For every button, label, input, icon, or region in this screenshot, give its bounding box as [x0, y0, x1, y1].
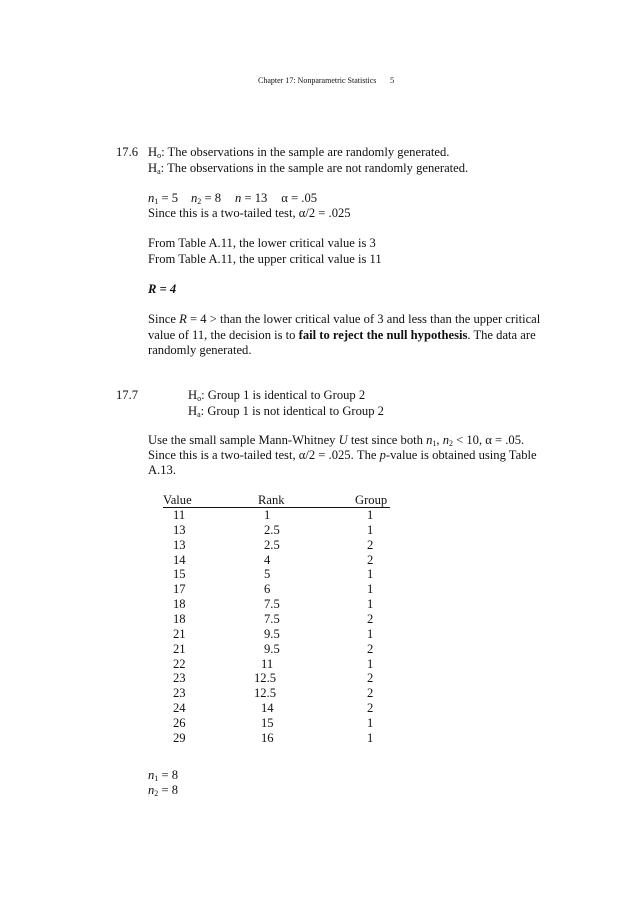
cell-group: 1 — [367, 567, 374, 582]
cell-rank: 16 — [261, 730, 274, 745]
cell-rank: 12.5 — [254, 671, 277, 686]
col-header-group: Group — [355, 493, 388, 507]
cell-value: 24 — [173, 701, 186, 716]
sample-sizes-17-6: $n_1 = 5$ $n_2 = 8$ n = 13 α = .05 — [148, 191, 318, 206]
null-hypothesis-17-7: $H_o$: Group 1 is identical to Group 2 — [188, 388, 366, 403]
cell-group: 1 — [367, 508, 374, 522]
cell-group: 2 — [367, 671, 374, 686]
cell-group: 1 — [367, 582, 374, 597]
col-header-value: Value — [163, 493, 192, 507]
n1-summary-17-7: $n_1 = 8$ — [148, 768, 178, 783]
cell-rank: 2.5 — [264, 537, 280, 552]
cell-value: 23 — [173, 671, 186, 686]
cell-rank: 15 — [261, 715, 274, 730]
cell-group: 2 — [367, 611, 374, 626]
cell-rank: 2.5 — [264, 522, 280, 537]
cell-rank: 1 — [264, 508, 271, 522]
cell-group: 1 — [367, 730, 374, 745]
cell-rank: 4 — [264, 552, 271, 567]
cell-group: 2 — [367, 701, 374, 716]
cell-value: 13 — [173, 537, 186, 552]
cell-rank: 9.5 — [264, 641, 280, 656]
col-header-rank: Rank — [258, 493, 285, 507]
alt-hypothesis-17-6: $H_a$: The observations in the sample are not randomly generated. — [148, 161, 469, 176]
cell-value: 26 — [173, 715, 186, 730]
cell-value: 17 — [173, 582, 186, 597]
cell-group: 2 — [367, 641, 374, 656]
cell-rank: 14 — [261, 701, 274, 716]
cell-rank: 6 — [264, 582, 271, 597]
cell-value: 29 — [173, 730, 186, 745]
header-rule — [163, 507, 390, 508]
cell-value: 22 — [173, 656, 186, 671]
cell-group: 1 — [367, 597, 374, 612]
n2-summary-17-7: $n_2 = 8$ — [148, 783, 178, 798]
cell-value: 18 — [173, 611, 186, 626]
table-ref-17-7: A.13. — [148, 463, 176, 477]
cell-value: 21 — [173, 626, 186, 641]
cell-group: 1 — [367, 522, 374, 537]
problem-number-17-6: 17.6 — [116, 145, 139, 159]
cell-rank: 11 — [261, 656, 274, 671]
cell-rank: 7.5 — [264, 611, 280, 626]
decision-line-2-17-6: value of 11, the decision is to fail to reject the null hypothesis. The data are — [148, 328, 536, 342]
running-header: Chapter 17: Nonparametric Statistics — [258, 76, 377, 85]
cell-group: 1 — [367, 715, 374, 730]
cell-value: 13 — [173, 522, 186, 537]
cell-group: 1 — [367, 656, 374, 671]
decision-line-1-17-6: Since R = 4 > than the lower critical value of 3 and less than the upper critical — [148, 312, 541, 326]
cell-rank: 5 — [264, 567, 271, 582]
cell-group: 2 — [367, 552, 374, 567]
cell-value: 23 — [173, 686, 186, 701]
cell-value: 18 — [173, 597, 186, 612]
cell-value: 11 — [173, 508, 186, 522]
upper-critical-17-6: From Table A.11, the upper critical value is 11 — [148, 252, 382, 266]
page-number: 5 — [390, 75, 395, 85]
cell-group: 1 — [367, 626, 374, 641]
problem-number-17-7: 17.7 — [116, 388, 139, 402]
cell-rank: 12.5 — [254, 686, 277, 701]
null-hypothesis-17-6: $H_o$: The observations in the sample are randomly generated. — [148, 145, 450, 160]
alt-hypothesis-17-7: $H_a$: Group 1 is not identical to Group 2 — [188, 404, 384, 419]
decision-line-3-17-6: randomly generated. — [148, 343, 252, 357]
test-choice-17-7: Use the small sample Mann-Whitney U test since both $n_1$, $n_2 < 10$, α = .05. — [148, 433, 525, 448]
two-tailed-note-17-7: Since this is a two-tailed test, α/2 = .025. The p-value is obtained using Table — [148, 448, 537, 462]
cell-group: 2 — [367, 686, 374, 701]
cell-value: 21 — [173, 641, 186, 656]
cell-rank: 9.5 — [264, 626, 280, 641]
lower-critical-17-6: From Table A.11, the lower critical value is 3 — [148, 236, 376, 250]
r-result-17-6: R = 4 — [148, 282, 177, 296]
cell-value: 15 — [173, 567, 186, 582]
cell-value: 14 — [173, 552, 186, 567]
cell-group: 2 — [367, 537, 374, 552]
cell-rank: 7.5 — [264, 597, 280, 612]
two-tailed-note-17-6: Since this is a two-tailed test, α/2 = .025 — [148, 206, 351, 220]
